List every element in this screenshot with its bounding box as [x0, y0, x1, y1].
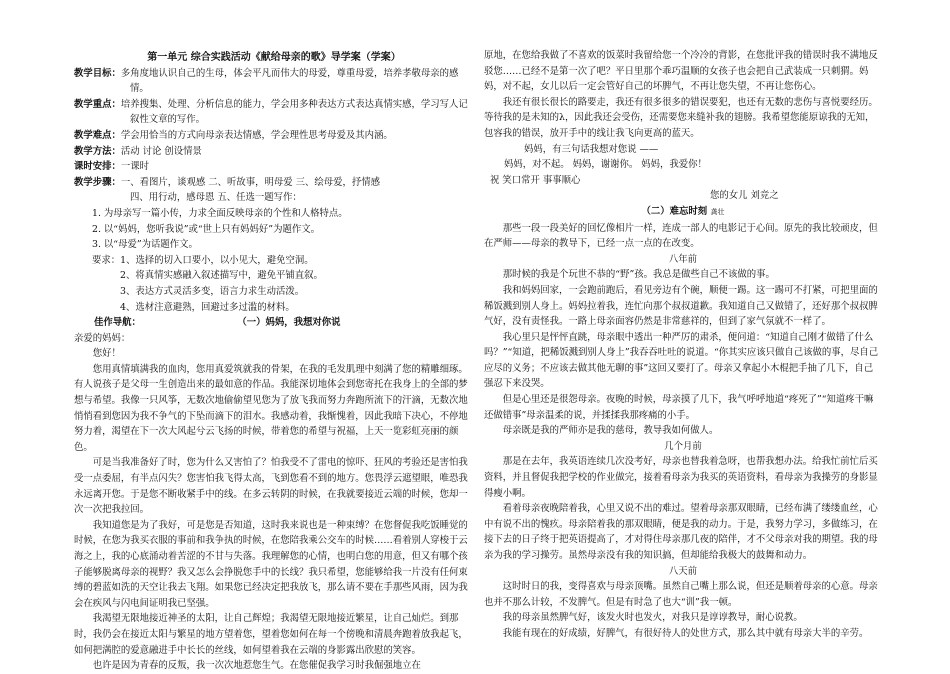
- steps-line-1: 一、看图片，谈观感 二、听故事，明母爱 三、绘母爱，抒情感: [120, 176, 380, 188]
- signature: 您的女儿 刘竞之: [710, 190, 779, 202]
- essay-paragraph: 母亲既是我的严师亦是我的慈母，教导我如何做人。: [502, 425, 719, 437]
- essay-2-heading: [484, 204, 882, 221]
- meta-text: 培养搜集、处理、分析信息的能力，学会用多种表达方式表达真情实感，学习写人记叙性文章的写作。: [120, 98, 468, 126]
- poem-line: 妈妈，对不起。 妈妈，谢谢你。 妈妈，我爱你！: [504, 159, 707, 171]
- essay-paragraph: 我知道您是为了我好，可是您是否知道，这时我来说也是一种束缚？在您督促我吃饭睡觉的时候，在您为我买衣服的事前和我争执的时候，在您陪我乘公交车的时候……看着别人穿梭于云海之上，我的心底涌动着苦涩的不甘与失落。我理解您的心情，也明白您的用意，但又有哪个孩子能够脱离母亲的视野？我又怎么会挣脱您手中的长线？我只希望，您能够给我一片没有任何束缚的碧蓝如洗的天空让我去飞翔。如果您已经决定把我放飞，那么请不要在手那些风雨，因为我会在疾风与闪电间证明我已坚强。: [74, 519, 468, 609]
- meta-difficulty: [74, 128, 474, 144]
- essay-paragraph: 我渴望无限地接近神圣的太阳，让自己辉煌；我渴望无限地接近繁星，让自己灿烂。到那时，我仍会在接近太阳与繁星的地方望着您，望着您如何在每一个傍晚和清晨奔跑着放我起飞，如何把满腔的爱意融进手中长长的丝线，如何望着我在云端的身影露出欣慰的笑容。: [74, 613, 468, 656]
- topic-item: 1. 为母亲写一篇小传，力求全面反映母亲的个性和人格特点。: [92, 207, 348, 219]
- section-heading: 八天前: [668, 565, 698, 577]
- essay-paragraph: 那时候的我是个玩世不恭的“野”孩。我总是做些自己不该做的事。: [502, 269, 775, 281]
- guide-heading: [74, 315, 474, 331]
- meta-label: 教学重点：: [74, 98, 121, 110]
- essay-2-author: 龚壮: [710, 207, 725, 216]
- essay-paragraph: 也许是因为青春的反叛，我一次次地惹您生气。在您催促我学习时我倔强地立在: [92, 660, 421, 672]
- meta-label: 课时安排：: [74, 161, 121, 173]
- essay-paragraph: 原地，在您给我做了不喜欢的饭菜时我留给您一个冷冷的背影，在您批评我的错误时我不满地反驳您……已经不是第一次了吧？平日里那个乖巧温顺的女孩子也会把自己武装成一只刺猬。妈妈，对不起，女儿以后一定会管好自己的坏脾气，不再让您失望，不再让您伤心。: [484, 50, 878, 93]
- page-title: 第一单元 综合实践活动《献给母亲的歌》导学案（学案）: [147, 52, 401, 63]
- meta-label: 教学方法：: [74, 145, 121, 157]
- essay-paragraph: 但是心里还是很怨母亲。夜晚的时候，母亲摸了几下，我气呼呼地道“疼死了”“知道疼干嘛还做错事”母亲温柔的说，并揉揉我那疼痛的小手。: [484, 394, 874, 421]
- requirement-intro: 要求：1、选择的切入口要小，以小见大，避免空洞。: [92, 254, 314, 266]
- guide-label: 佳作导航：: [94, 317, 141, 329]
- greeting: 您好！: [92, 348, 121, 360]
- essay-paragraph: 可是当我准备好了时，您为什么又害怕了？怕我受不了雷电的惊吓、狂风的考验还是害怕我受一点委屈，有半点闪失？您害怕我飞得太高，飞到您看不到的地方。您畏浮云遮望眼，唯恐我永远离开您。于是您不断收紧手中的线。在多云转阴的时候，在我就要接近云端的时候，您却一次一次把我拉回。: [74, 457, 468, 516]
- meta-objectives: [74, 66, 474, 97]
- essay-paragraph: 我还有很长很长的路要走，我还有很多很多的错误要犯，也还有无数的悲伤与喜悦要经历。等待我的是未知的λ，因此我还会受伤，还需要您来缝补我的翅膀。我希望您能原谅我的无知，包容我的错误，放开手中的线让我飞向更高的蓝天。: [484, 96, 878, 139]
- essay-paragraph: 我和妈妈回家，一会跑前跑后，看见旁边有个碗，顺便一踢。这一踢可不打紧，可把里面的稀饭溅到别人身上。妈妈拉着我，连忙向那个叔叔道歉。我知道自己又做错了，还好那个叔叔脾气好，没有责怪我。一路上母亲面容仍然是非常慈祥的，但到了家气氛就不一样了。: [484, 284, 878, 328]
- poem-line: 妈妈，有三句话我想对您说 ——: [524, 143, 659, 155]
- topic-item: 2. 以“妈妈，您听我说”或“世上只有妈妈好”为题作文。: [92, 223, 320, 235]
- requirement-item: 4、选材注意避熟，回避过多过滥的材料。: [120, 301, 295, 313]
- requirement-item: 2、将真情实感融入叙述描写中，避免平铺直叙。: [120, 270, 323, 282]
- meta-schedule: [74, 159, 474, 175]
- meta-text: 学会用恰当的方式向母亲表达情感，学会理性思考母爱及其内涵。: [120, 129, 393, 141]
- closing-wish: 祝 笑口常开 事事顺心: [490, 174, 581, 186]
- left-column: [74, 0, 474, 674]
- requirement-item: 3、表达方式灵活多变，语言力求生动活泼。: [120, 285, 305, 297]
- salutation: 亲爱的妈妈：: [74, 332, 131, 344]
- meta-text: 多角度地认识自己的生母，体会平凡而伟大的母爱，尊重母爱，培养孝敬母亲的感情。: [120, 67, 459, 95]
- meta-text: 活动 讨论 创设情景: [120, 145, 202, 157]
- steps-label: 教学步骤：: [74, 176, 121, 188]
- section-heading: 八年前: [668, 253, 698, 265]
- meta-text: 一课时: [120, 161, 150, 173]
- essay-paragraph: 我心里只是怦怦直跳，母亲眼中透出一种严厉的肃杀，便问道：“知道自己刚才做错了什么吗？”“知道，把稀饭溅到别人身上”我吞吞吐吐的说道。“你其实应该只做自己该做的事，尽自己应尽的义务；不应该去做其他无聊的事”这回又要打了。母亲又拿起小木棍把手抽了几下，自己强忍下来没哭。: [484, 331, 879, 390]
- essay-2-title: （二）难忘时刻: [641, 205, 708, 217]
- essay-paragraph: 看着母亲夜晚陪着我，心里又说不出的难过。望着母亲那双眼睛，已经布满了缕缕血丝，心中有说不出的愧疚。母亲陪着我的那双眼睛，便是我的动力。于是，我努力学习，多做练习，在接下去的日子终于把英语提高了，才对得住母亲那几夜的陪伴，才不父母亲对我的期望。我的母亲为我的学习操劳。虽然母亲没有我的知识搞，但却能给我极大的鼓舞和动力。: [484, 503, 878, 561]
- essay-paragraph: 那是在去年，我英语连续几次没考好，母亲也替我着急呀，也帮我想办法。给我忙前忙后买资料，并且督促我把学校的作业做完，接着看母亲为我买的英语资料，看母亲为我操劳的身影显得瘦小啊。: [484, 456, 878, 499]
- section-heading: 几个月前: [664, 440, 702, 452]
- meta-keypoints: [74, 97, 474, 128]
- essay-paragraph: 您用真情填满我的血肉，您用真爱筑就我的骨架，在我的毛发肌理中刻满了您的精雕细琢。有人说孩子是父母一生创造出来的最如意的作品。我能深切地体会到您寄托在我身上的全部的梦想与希望。我像一只风筝，无数次地偷偷望见您为了放飞我而努力奔跑所流下的汗滴，无数次地悄悄看到您因为我不争气的下坠而滴下的泪水。我感动着，我惭愧着，因此我暗下决心，不停地努力着，渴望在下一次大风起兮云飞扬的时候，带着您的希望与祝福，上天一览彩虹亮丽的颜色。: [74, 363, 468, 453]
- essay-paragraph: 那些一段一段美好的回忆像相片一样，连成一部人的电影记于心间。原先的我比较顽皮，但在严师——母亲的教导下，已经一点一点的在改变。: [484, 222, 878, 250]
- essay-paragraph: 这时时日的我，变得喜欢与母亲顶嘴。虽然自己嘴上那么说，但还是顺着母亲的心意。母亲也并不那么计较，不发脾气。但是有时急了也大“训”我一顿。: [484, 581, 878, 608]
- essay-paragraph: 我的母亲虽然脾气好，该发火时也发火，对我只是谆谆教导，耐心说教。: [502, 612, 803, 624]
- steps-line-2: 四、用行动，感母恩 五、任选一题写作：: [130, 192, 302, 204]
- essay-paragraph: 我能有现在的好成绩，好脾气，有很好待人的处世方式，那么其中就有母亲大半的辛劳。: [502, 627, 869, 639]
- meta-label: 教学目标：: [74, 67, 121, 79]
- essay-1-title: （一）妈妈，我想对你说: [237, 317, 341, 329]
- teaching-steps: [74, 175, 474, 191]
- meta-label: 教学难点：: [74, 129, 121, 141]
- right-column: [484, 48, 882, 642]
- topic-item: 3. 以“母爱”为话题作文。: [92, 239, 198, 251]
- meta-method: [74, 144, 474, 160]
